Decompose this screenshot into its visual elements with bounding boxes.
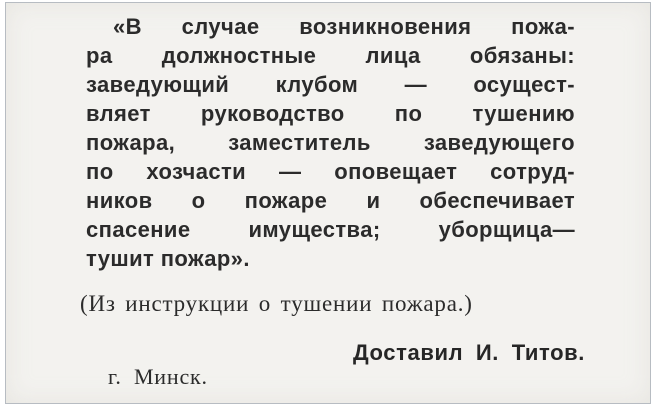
quote-line: вляет руководство по тушению <box>86 101 575 126</box>
quote-line: по хозчасти — оповещает сотруд- <box>86 159 575 184</box>
quote-line: ра должностные лица обязаны: <box>86 43 575 68</box>
quote-line: тушит пожар». <box>86 246 250 271</box>
contributor-signature: Доставил И. Титов. <box>353 340 585 365</box>
source-attribution: (Из инструкции о тушении пожара.) <box>80 291 473 316</box>
quote-line: заведующий клубом — осущест- <box>86 72 575 97</box>
quote-line: спасение имущества; уборщица— <box>86 217 575 242</box>
city-label: г. Минск. <box>108 364 208 389</box>
quote-line: ников о пожаре и обеспечивает <box>86 188 575 213</box>
quote-paragraph <box>86 12 575 273</box>
quote-line: пожара, заместитель заведующего <box>86 130 575 155</box>
quote-line: «В случае возникновения пожа- <box>113 14 575 39</box>
